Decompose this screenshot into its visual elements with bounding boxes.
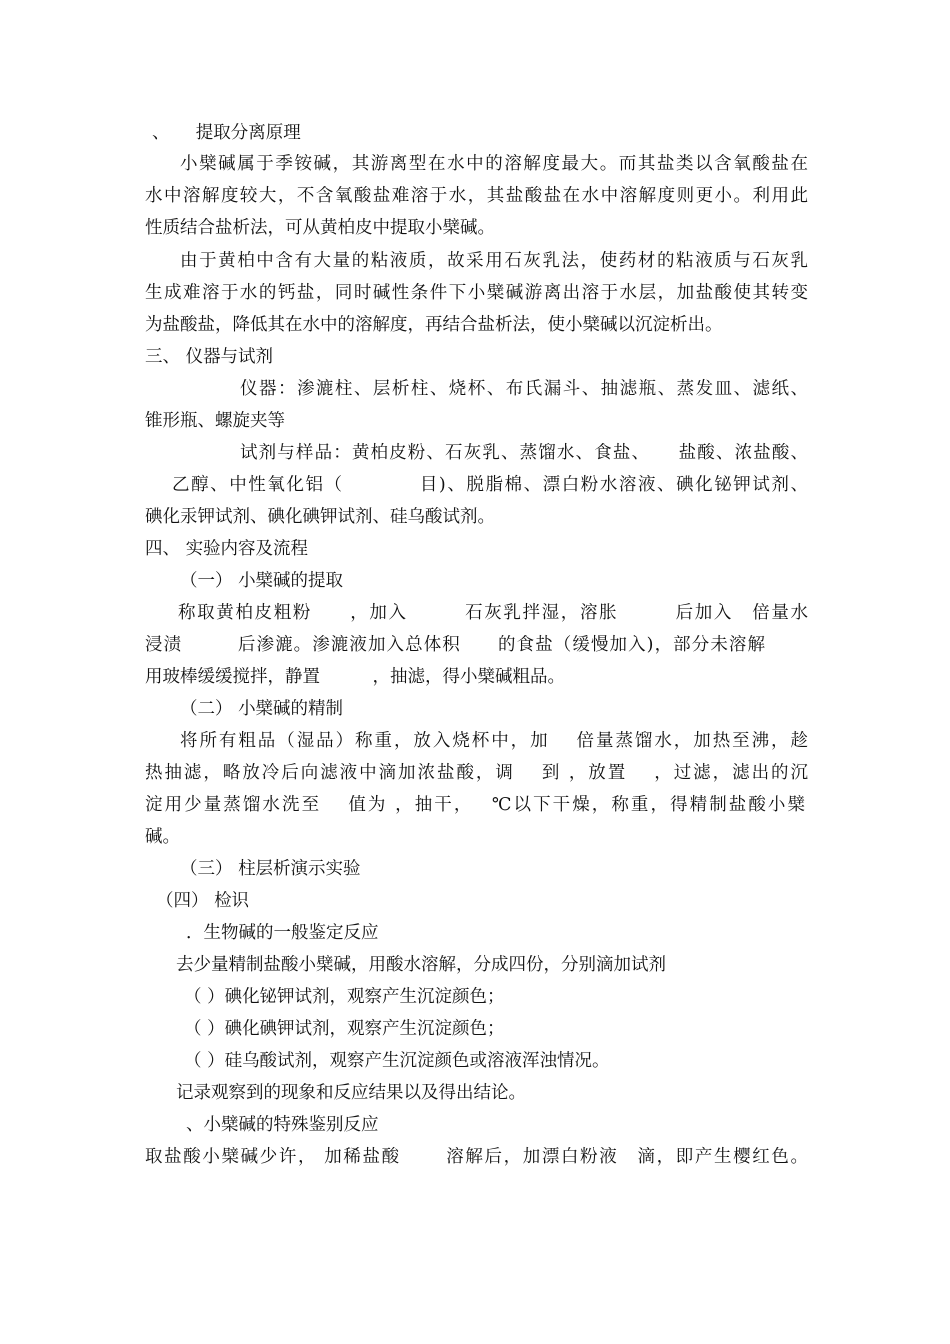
section2-heading: 、 提取分离原理 (152, 123, 301, 143)
section2-p2-line1: 由于黄柏中含有大量的粘液质，故采用石灰乳法，使药材的粘液质与石灰乳 (180, 251, 808, 271)
sub1-line1: 称取黄柏皮粗粉 ，加入 石灰乳拌湿，溶胀 后加入 倍量水 (178, 603, 808, 623)
item1-line4: （ ）硅乌酸试剂，观察产生沉淀颜色或溶液浑浊情况。 (184, 1051, 610, 1071)
sub2-line4: 碱。 (145, 827, 180, 847)
sub2-line2: 热抽滤，略放冷后向滤液中滴加浓盐酸，调 到 ，放置 ，过滤，滤出的沉 (145, 763, 808, 783)
sub1-title: （一） 小檗碱的提取 (180, 571, 344, 591)
section4-heading: 四、 实验内容及流程 (145, 539, 309, 559)
section2-p1-line2: 水中溶解度较大，不含氧酸盐难溶于水，其盐酸盐在水中溶解度则更小。利用此 (145, 186, 808, 206)
item1-line1: 去少量精制盐酸小檗碱，用酸水溶解，分成四份，分别滴加试剂 (176, 955, 666, 975)
item1-line5: 记录观察到的现象和反应结果以及得出结论。 (176, 1083, 526, 1103)
item1-line3: （ ）碘化碘钾试剂，观察产生沉淀颜色； (184, 1019, 505, 1039)
sub1-line3: 用玻棒缓缓搅拌，静置 ，抽滤，得小檗碱粗品。 (145, 667, 565, 687)
reagents-line1: 试剂与样品：黄柏皮粉、石灰乳、蒸馏水、食盐、 盐酸、浓盐酸、 (240, 443, 808, 463)
item2-title: 、小檗碱的特殊鉴别反应 (186, 1115, 379, 1135)
item2-line: 取盐酸小檗碱少许， 加稀盐酸 溶解后，加漂白粉液 滴，即产生樱红色。 (145, 1147, 808, 1167)
sub2-title: （二） 小檗碱的精制 (180, 699, 344, 719)
section2-p1-line3: 性质结合盐析法，可从黄柏皮中提取小檗碱。 (145, 218, 495, 238)
sub2-line3: 淀用少量蒸馏水洗至 值为 ，抽干， ℃以下干燥，称重，得精制盐酸小檗 (145, 795, 805, 815)
item1-line2: （ ）碘化铋钾试剂，观察产生沉淀颜色； (184, 987, 505, 1007)
section2-p1-line1: 小檗碱属于季铵碱，其游离型在水中的溶解度最大。而其盐类以含氧酸盐在 (180, 154, 808, 174)
sub3-title: （三） 柱层析演示实验 (180, 859, 361, 879)
sub4-title: （四） 检识 (156, 891, 250, 911)
item1-title: ．生物碱的一般鉴定反应 (186, 923, 379, 943)
reagents-line2: 乙醇、中性氧化铝（ 目)、脱脂棉、漂白粉水溶液、碘化铋钾试剂、 (172, 475, 808, 495)
reagents-line3: 碘化汞钾试剂、碘化碘钾试剂、硅乌酸试剂。 (145, 507, 495, 527)
section2-p2-line2: 生成难溶于水的钙盐，同时碱性条件下小檗碱游离出溶于水层，加盐酸使其转变 (145, 283, 808, 303)
section3-heading: 三、 仪器与试剂 (145, 347, 274, 367)
sub1-line2: 浸渍 后渗漉。渗漉液加入总体积 的食盐（缓慢加入)，部分未溶解 (145, 635, 765, 655)
sub2-line1: 将所有粗品（湿品）称重，放入烧杯中，加 倍量蒸馏水，加热至沸，趁 (180, 731, 808, 751)
instruments-line2: 锥形瓶、螺旋夹等 (145, 411, 285, 431)
section2-p2-line3: 为盐酸盐，降低其在水中的溶解度，再结合盐析法，使小檗碱以沉淀析出。 (145, 315, 723, 335)
instruments-line1: 仪器：渗漉柱、层析柱、烧杯、布氏漏斗、抽滤瓶、蒸发皿、滤纸、 (240, 379, 808, 399)
